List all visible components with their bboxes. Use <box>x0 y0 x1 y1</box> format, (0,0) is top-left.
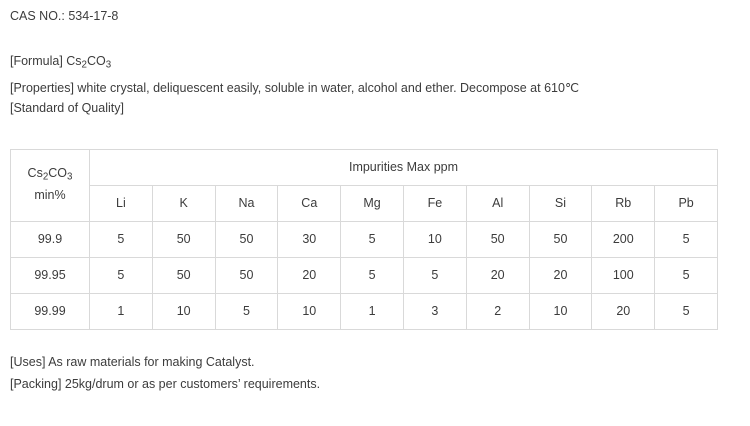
cell-na: 5 <box>215 293 278 329</box>
cell-rb: 200 <box>592 221 655 257</box>
corner-formula <box>11 163 89 186</box>
cell-mg: 5 <box>341 257 404 293</box>
footer-block <box>10 352 740 396</box>
formula-co: CO <box>86 54 106 69</box>
cell-rb: 20 <box>592 293 655 329</box>
column-header-fe: Fe <box>403 185 466 221</box>
cell-k: 50 <box>152 221 215 257</box>
cell-li: 5 <box>90 221 153 257</box>
cell-ca: 20 <box>278 257 341 293</box>
cell-pb: 5 <box>655 293 718 329</box>
corner-formula-sub2: 2 <box>42 171 49 183</box>
formula-sub-2: 2 <box>81 59 87 71</box>
cell-k: 50 <box>152 257 215 293</box>
column-header-ca: Ca <box>278 185 341 221</box>
cell-si: 50 <box>529 221 592 257</box>
packing-line: [Packing] 25kg/drum or as per customers’ requirements. <box>10 376 321 391</box>
cell-k: 10 <box>152 293 215 329</box>
specification-table <box>10 149 718 330</box>
cas-number-line: CAS NO.: 534-17-8 <box>10 9 119 23</box>
cell-mg: 1 <box>341 293 404 329</box>
cell-ca: 30 <box>278 221 341 257</box>
formula-cs: Cs <box>66 54 82 69</box>
cell-ca: 10 <box>278 293 341 329</box>
table-header-row-2 <box>11 185 718 221</box>
cell-fe: 5 <box>403 257 466 293</box>
cell-na: 50 <box>215 257 278 293</box>
column-header-rb: Rb <box>592 185 655 221</box>
column-header-li: Li <box>90 185 153 221</box>
corner-cell-purity <box>11 149 90 221</box>
formula-label: [Formula] <box>10 54 67 69</box>
cell-al: 50 <box>466 221 529 257</box>
column-header-na: Na <box>215 185 278 221</box>
cell-fe: 3 <box>403 293 466 329</box>
table-row <box>11 221 718 257</box>
formula-line <box>10 52 740 73</box>
standard-of-quality-line: [Standard of Quality] <box>10 101 124 116</box>
corner-formula-cs: Cs <box>27 165 43 180</box>
properties-line: [Properties] white crystal, deliquescent easily, soluble in water, alcohol and ether. Decompose at 610℃ <box>10 80 579 95</box>
corner-formula-sub3: 3 <box>67 171 73 183</box>
column-header-pb: Pb <box>655 185 718 221</box>
cell-al: 20 <box>466 257 529 293</box>
column-header-mg: Mg <box>341 185 404 221</box>
cell-rb: 100 <box>592 257 655 293</box>
cell-si: 10 <box>529 293 592 329</box>
column-header-al: Al <box>466 185 529 221</box>
table-header-row-1 <box>11 149 718 185</box>
corner-formula-co: CO <box>48 165 68 180</box>
cell-mg: 5 <box>341 221 404 257</box>
formula-sub-3: 3 <box>105 59 112 71</box>
purity-value: 99.99 <box>11 293 90 329</box>
table-row <box>11 293 718 329</box>
column-header-si: Si <box>529 185 592 221</box>
cell-li: 5 <box>90 257 153 293</box>
purity-value: 99.9 <box>11 221 90 257</box>
corner-min-percent: min% <box>34 188 66 203</box>
impurities-group-header: Impurities Max ppm <box>90 149 718 185</box>
cell-al: 2 <box>466 293 529 329</box>
column-header-k: K <box>152 185 215 221</box>
uses-line: [Uses] As raw materials for making Catalyst. <box>10 354 255 369</box>
cell-na: 50 <box>215 221 278 257</box>
table-row <box>11 257 718 293</box>
cell-si: 20 <box>529 257 592 293</box>
cell-pb: 5 <box>655 257 718 293</box>
cell-li: 1 <box>90 293 153 329</box>
cell-pb: 5 <box>655 221 718 257</box>
purity-value: 99.95 <box>11 257 90 293</box>
cell-fe: 10 <box>403 221 466 257</box>
